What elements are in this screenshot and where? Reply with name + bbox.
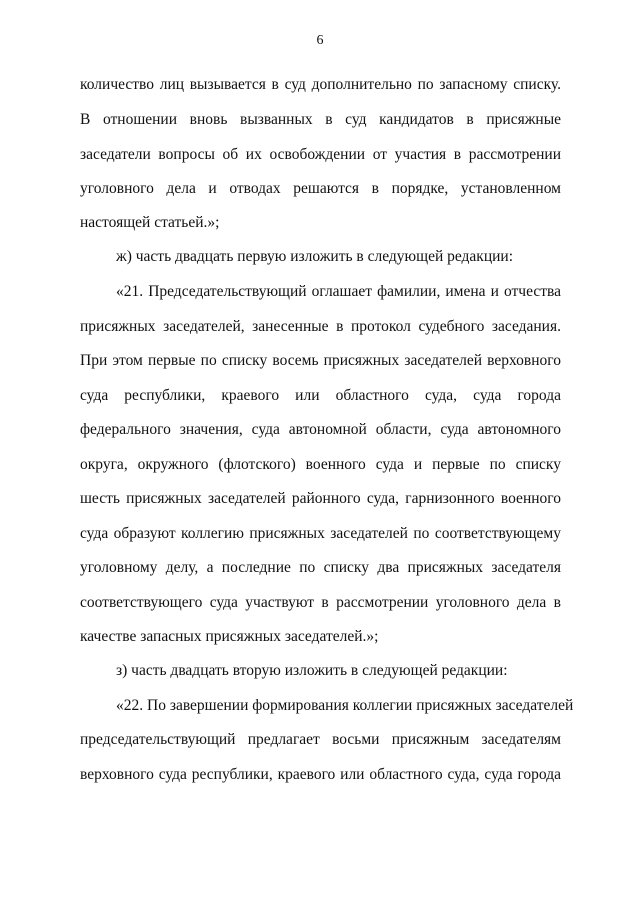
text-line: округа, окружного (флотского) военного суда и первые по списку <box>80 456 561 473</box>
text-line: присяжных заседателей, занесенные в протокол судебного заседания. <box>80 318 561 335</box>
text-line: федерального значения, суда автономной области, суда автономного <box>80 421 561 438</box>
text-line: качестве запасных присяжных заседателей.»; <box>80 628 379 645</box>
text-line: «22. По завершении формирования коллегии присяжных заседателей <box>116 697 574 714</box>
text-line: При этом первые по списку восемь присяжных заседателей верховного <box>80 352 561 369</box>
text-line: В отношении вновь вызванных в суд кандидатов в присяжные <box>80 111 561 128</box>
text-line: верховного суда республики, краевого или областного суда, суда города <box>80 766 561 783</box>
text-line: председательствующий предлагает восьми присяжным заседателям <box>80 731 561 748</box>
text-line: шесть присяжных заседателей районного суда, гарнизонного военного <box>80 490 561 507</box>
text-line: з) часть двадцать вторую изложить в следующей редакции: <box>116 662 508 679</box>
text-line: суда образуют коллегию присяжных заседателей по соответствующему <box>80 525 561 542</box>
text-line: ж) часть двадцать первую изложить в следующей редакции: <box>116 248 514 265</box>
page-number: 6 <box>316 33 324 48</box>
text-line: суда республики, краевого или областного суда, суда города <box>80 387 561 404</box>
text-line: настоящей статьей.»; <box>80 214 220 231</box>
text-line: заседатели вопросы об их освобождении от участия в рассмотрении <box>80 146 561 163</box>
text-line: количество лиц вызывается в суд дополнительно по запасному списку. <box>80 76 561 93</box>
text-line: соответствующего суда участвуют в рассмотрении уголовного дела в <box>80 594 561 611</box>
text-line: уголовному делу, а последние по списку два присяжных заседателя <box>80 559 561 576</box>
text-line: уголовного дела и отводах решаются в порядке, установленном <box>80 180 561 197</box>
text-line: «21. Председательствующий оглашает фамилии, имена и отчества <box>116 283 561 300</box>
